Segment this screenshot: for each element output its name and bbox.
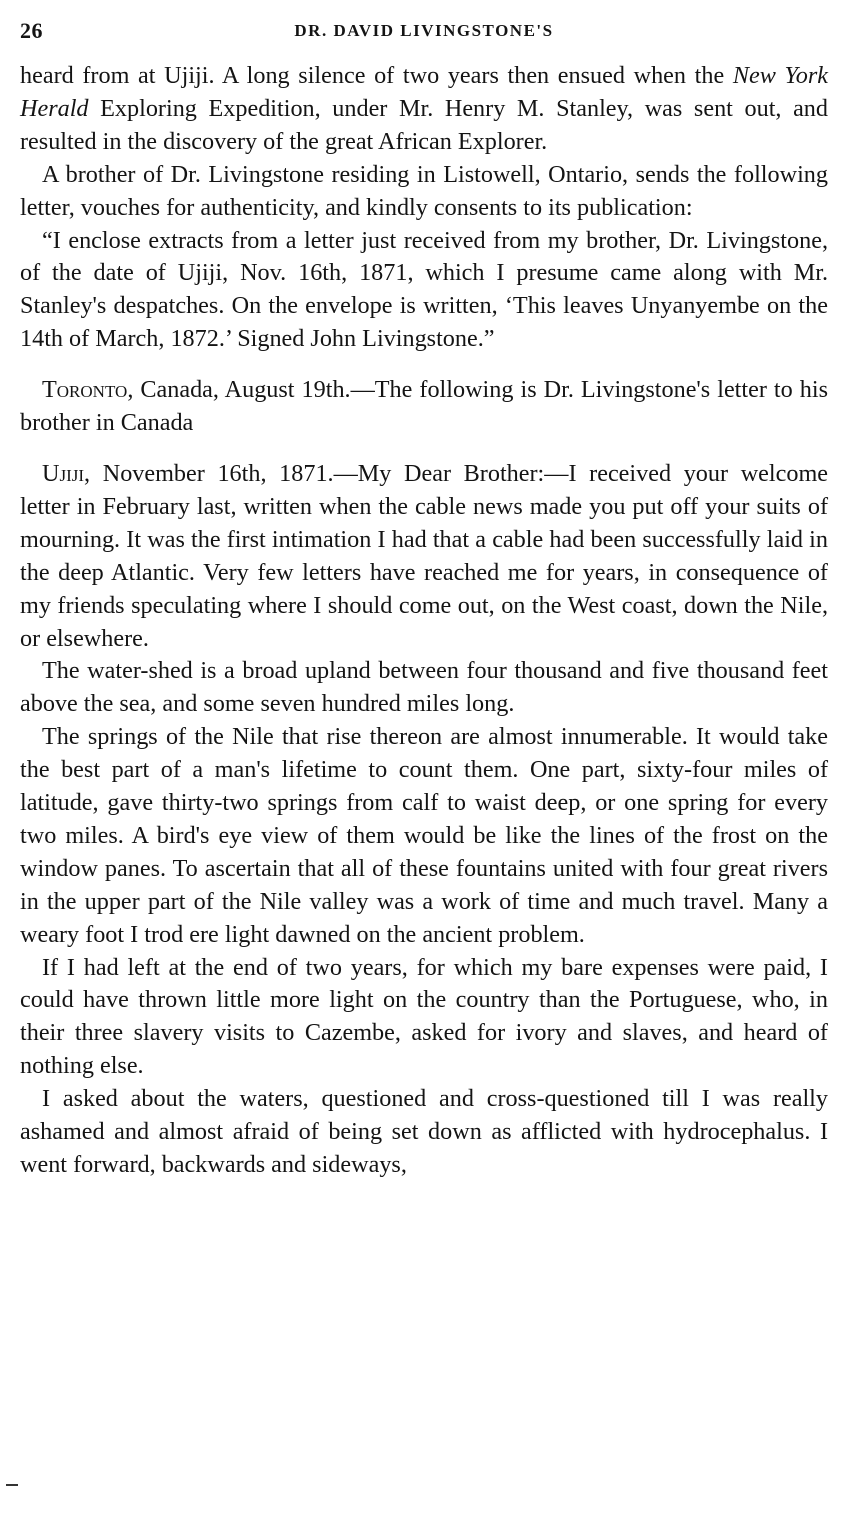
paragraph-enclosure-quote: “I enclose extracts from a letter just received from my brother, Dr. Livingstone, of the date of Ujiji, Nov. 16th, 1871, which I presume came along with Mr. Stanley's despatches. On the envelope is written, ‘This leaves Unyanyembe on the 14th of March, 1872.’ Signed John Livingstone.” [20, 226, 828, 353]
paragraph-questions: I asked about the waters, questioned and cross-questioned till I was really ashamed and almost afraid of being set down as afflicted with hydrocephalus. I went forward, backwards and sideways, [20, 1085, 828, 1178]
book-page [20, 18, 828, 1182]
newspaper-title: New York Herald [20, 62, 828, 122]
running-head: DR. DAVID LIVINGSTONE'S [294, 21, 554, 40]
footer-mark [6, 1484, 18, 1486]
dateline-place: Toronto [42, 376, 128, 404]
paragraph-watershed: The water-shed is a broad upland between four thousand and five thousand feet above the sea, and some seven hundred miles long. [20, 657, 828, 718]
page-body [20, 60, 828, 1182]
paragraph-nile-springs: The springs of the Nile that rise thereon are almost innumerable. It would take the best part of a man's lifetime to count them. One part, sixty-four miles of latitude, gave thirty-two springs from calf to waist deep, or one spring for every two miles. A bird's eye view of them would be like the lines of the frost on the window panes. To ascertain that all of these fountains united with four great rivers in the upper part of the Nile valley was a work of time and much travel. Many a weary foot I trod ere light dawned on the ancient problem. [20, 723, 828, 948]
paragraph-letter-opening: Ujiji, November 16th, 1871.—My Dear Brother:—I received your welcome letter in February last, written when the cable news made you put off your suits of mourning. It was the first intimation I had that a cable had been successfully laid in the deep Atlantic. Very few letters have reached me for years, in consequence of my friends speculating where I should come out, on the West coast, down the Nile, or elsewhere. [20, 459, 828, 652]
paragraph-portuguese: If I had left at the end of two years, for which my bare expenses were paid, I could have thrown little more light on the country than the Portuguese, who, in their three slavery visits to Cazembe, asked for ivory and slaves, and heard of nothing else. [20, 953, 828, 1080]
paragraph-toronto-dateline: Toronto, Canada, August 19th.—The following is Dr. Livingstone's letter to his brother in Canada [20, 376, 828, 437]
paragraph-brother-intro: A brother of Dr. Livingstone residing in Listowell, Ontario, sends the following letter, vouches for authenticity, and kindly consents to its publication: [20, 160, 828, 221]
letter-place: Ujiji [42, 459, 85, 487]
page-number: 26 [20, 18, 43, 43]
paragraph-continued: heard from at Ujiji. A long silence of two years then ensued when the New York Herald Exploring Expedition, under Mr. Henry M. Stanley, was sent out, and resulted in the discovery of the great African Explorer. [20, 62, 828, 155]
page-header [20, 18, 828, 48]
